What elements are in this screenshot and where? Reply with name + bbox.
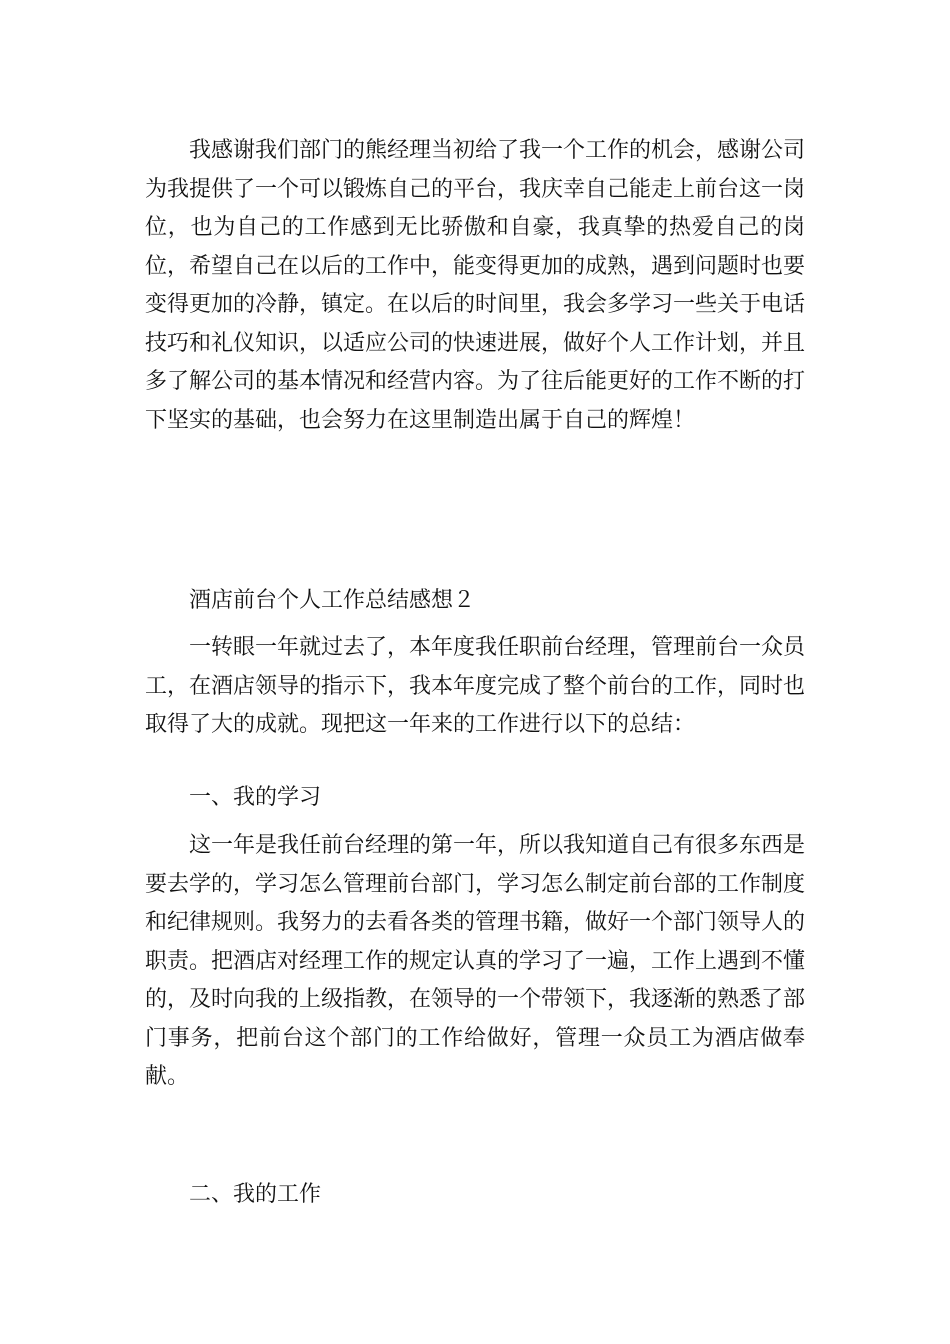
paragraph-block-2 — [145, 582, 805, 621]
paragraph-block-6 — [145, 1176, 805, 1215]
paragraph-gratitude: 我感谢我们部门的熊经理当初给了我一个工作的机会，感谢公司为我提供了一个可以锻炼自己的平台，我庆幸自己能走上前台这一岗位，也为自己的工作感到无比骄傲和自豪，我真挚的热爱自己的岗位，希望自己在以后的工作中，能变得更加的成熟，遇到问题时也要变得更加的冷静，镇定。在以后的时间里，我会多学习一些关于电话技巧和礼仪知识，以适应公司的快速进展，做好个人工作计划，并且多了解公司的基本情况和经营内容。为了往后能更好的工作不断的打下坚实的基础，也会努力在这里制造出属于自己的辉煌！ — [145, 138, 806, 433]
section-title: 酒店前台个人工作总结感想２ — [189, 588, 476, 613]
paragraph-block-5 — [145, 827, 805, 1097]
paragraph-block-1 — [145, 132, 805, 440]
heading-work: 二、我的工作 — [189, 1182, 322, 1207]
heading-learning: 一、我的学习 — [189, 785, 322, 810]
paragraph-intro: 一转眼一年就过去了，本年度我任职前台经理，管理前台一众员工，在酒店领导的指示下，我本年度完成了整个前台的工作，同时也取得了大的成就。现把这一年来的工作进行以下的总结： — [145, 635, 806, 737]
paragraph-block-3 — [145, 629, 805, 745]
paragraph-block-4 — [145, 779, 805, 818]
paragraph-learning: 这一年是我任前台经理的第一年，所以我知道自己有很多东西是要去学的，学习怎么管理前台部门，学习怎么制定前台部的工作制度和纪律规则。我努力的去看各类的管理书籍，做好一个部门领导人的职责。把酒店对经理工作的规定认真的学习了一遍，工作上遇到不懂的，及时向我的上级指教，在领导的一个带领下，我逐渐的熟悉了部门事务，把前台这个部门的工作给做好，管理一众员工为酒店做奉献。 — [145, 833, 806, 1089]
